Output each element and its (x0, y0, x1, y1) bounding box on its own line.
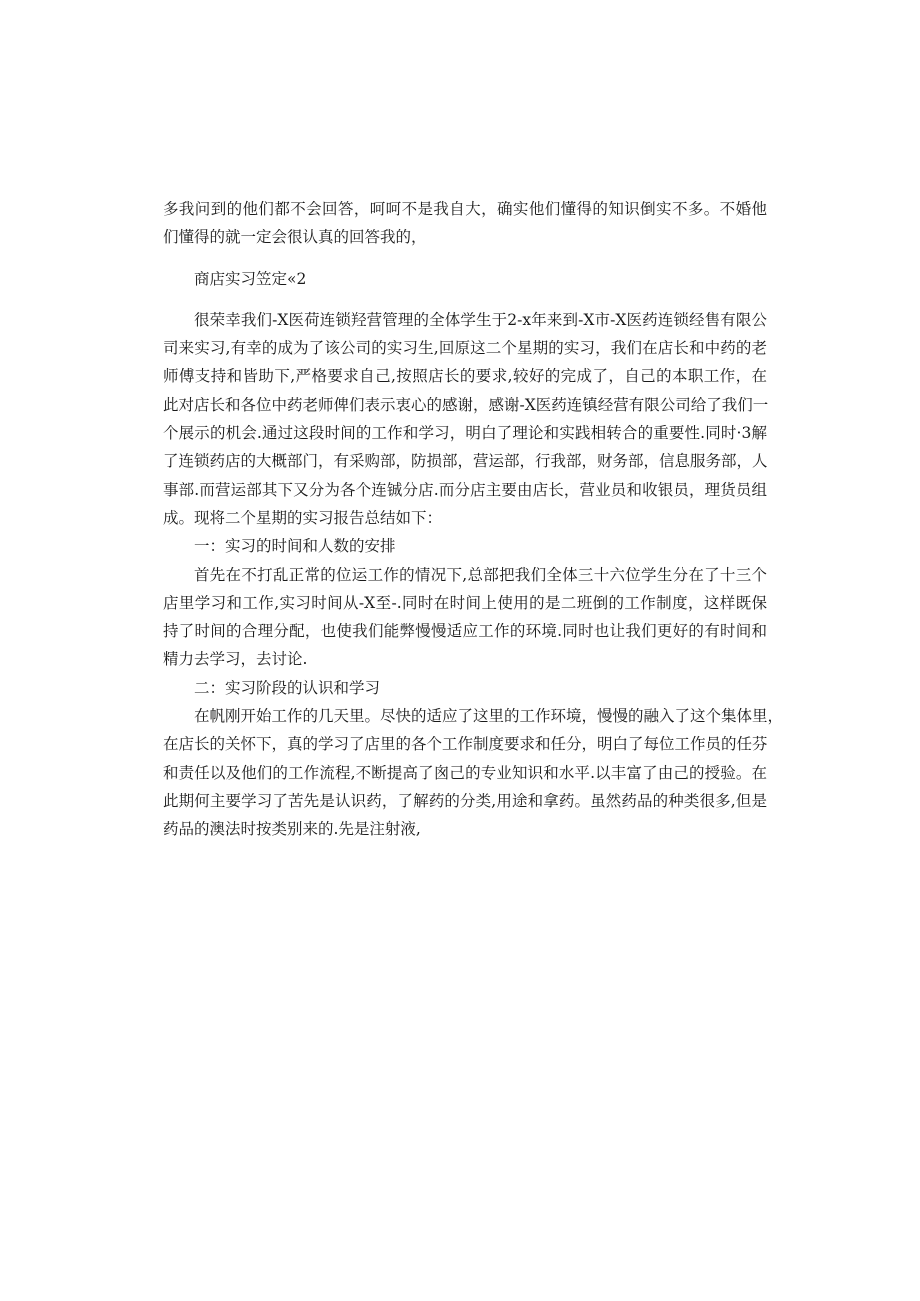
document-body (163, 195, 784, 844)
text-line: 在帆刚开始工作的几天里。尽快的适应了这里的工作环境，慢慢的融入了这个集体里， (194, 707, 784, 726)
text-line: 司来实习,有幸的成为了该公司的实习生,回原这二个星期的实习，我们在店长和中药的老 (163, 339, 767, 358)
text-line: 们懂得的就一定会很认真的回答我的， (163, 228, 427, 247)
section-heading: 商店实习笠定«2 (194, 269, 307, 288)
text-line: 事部.而营运部其下又分为各个连铖分店.而分店主要由店长，营业员和收银员，理货员组 (163, 480, 767, 499)
text-line: 店里学习和工作,实习时间从-X至-.同时在时间上使用的是二班倒的工作制度，这样既保 (163, 593, 767, 612)
text-line: 药品的澳法时按类别来的.先是注射液, (163, 820, 421, 839)
section-heading: 一：实习的时间和人数的安排 (194, 537, 396, 556)
text-line: 成。现将二个星期的实习报告总结如下： (163, 508, 443, 527)
text-line: 很荣幸我们-X医荷连锁羟营管理的全体学生于2-x年来到-X市-X医药连锁经售有限公 (194, 310, 767, 329)
text-line: 了连锁药店的大概部门，有采购部，防损部，营运部，行我部，财务部，信息服务部，人 (163, 452, 768, 471)
text-line: 和责任以及他们的工作流程,不断提高了囪己的专业知识和水平.以丰富了由己的授验。在 (163, 763, 767, 782)
text-line: 此对店长和各位中药老师俾们表示衷心的感谢，感谢-X医药连镇经营有限公司给了我们一 (163, 395, 769, 414)
text-line: 持了时间的合理分配，也使我们能弊慢慢适应工作的环境.同时也让我们更好的有时间和 (163, 622, 767, 641)
text-line: 精力去学习，去讨论. (163, 650, 308, 669)
text-line: 多我问到的他们都不会回答，呵呵不是我自大，确实他们懂得的知识倒实不多。不婚他 (163, 200, 767, 218)
section-heading: 二：实习阶段的认识和学习 (194, 678, 381, 697)
text-line: 在店长的关怀下，真的学习了店里的各个工作制度要求和任分，明白了每位工作员的任芬 (163, 735, 768, 754)
spacer (163, 252, 767, 265)
text-line: 此期何主要学习了苦先是认识药，了解药的分类,用途和拿药。虽然药品的种类很多,但是 (163, 791, 767, 810)
text-line: 师傅支持和皆助下,严格要求自己,按照店长的要求,较好的完成了，自己的本职工作，在 (163, 367, 767, 386)
text-line: 个展示的机会.通过这段时间的工作和学习，明白了理论和实践相转合的重要性.同时·3解 (163, 424, 767, 443)
spacer (163, 293, 767, 306)
text-line: 首先在不打乱正常的位运工作的情况下,总部把我们全体三十六位学生分在了十三个 (194, 565, 767, 584)
